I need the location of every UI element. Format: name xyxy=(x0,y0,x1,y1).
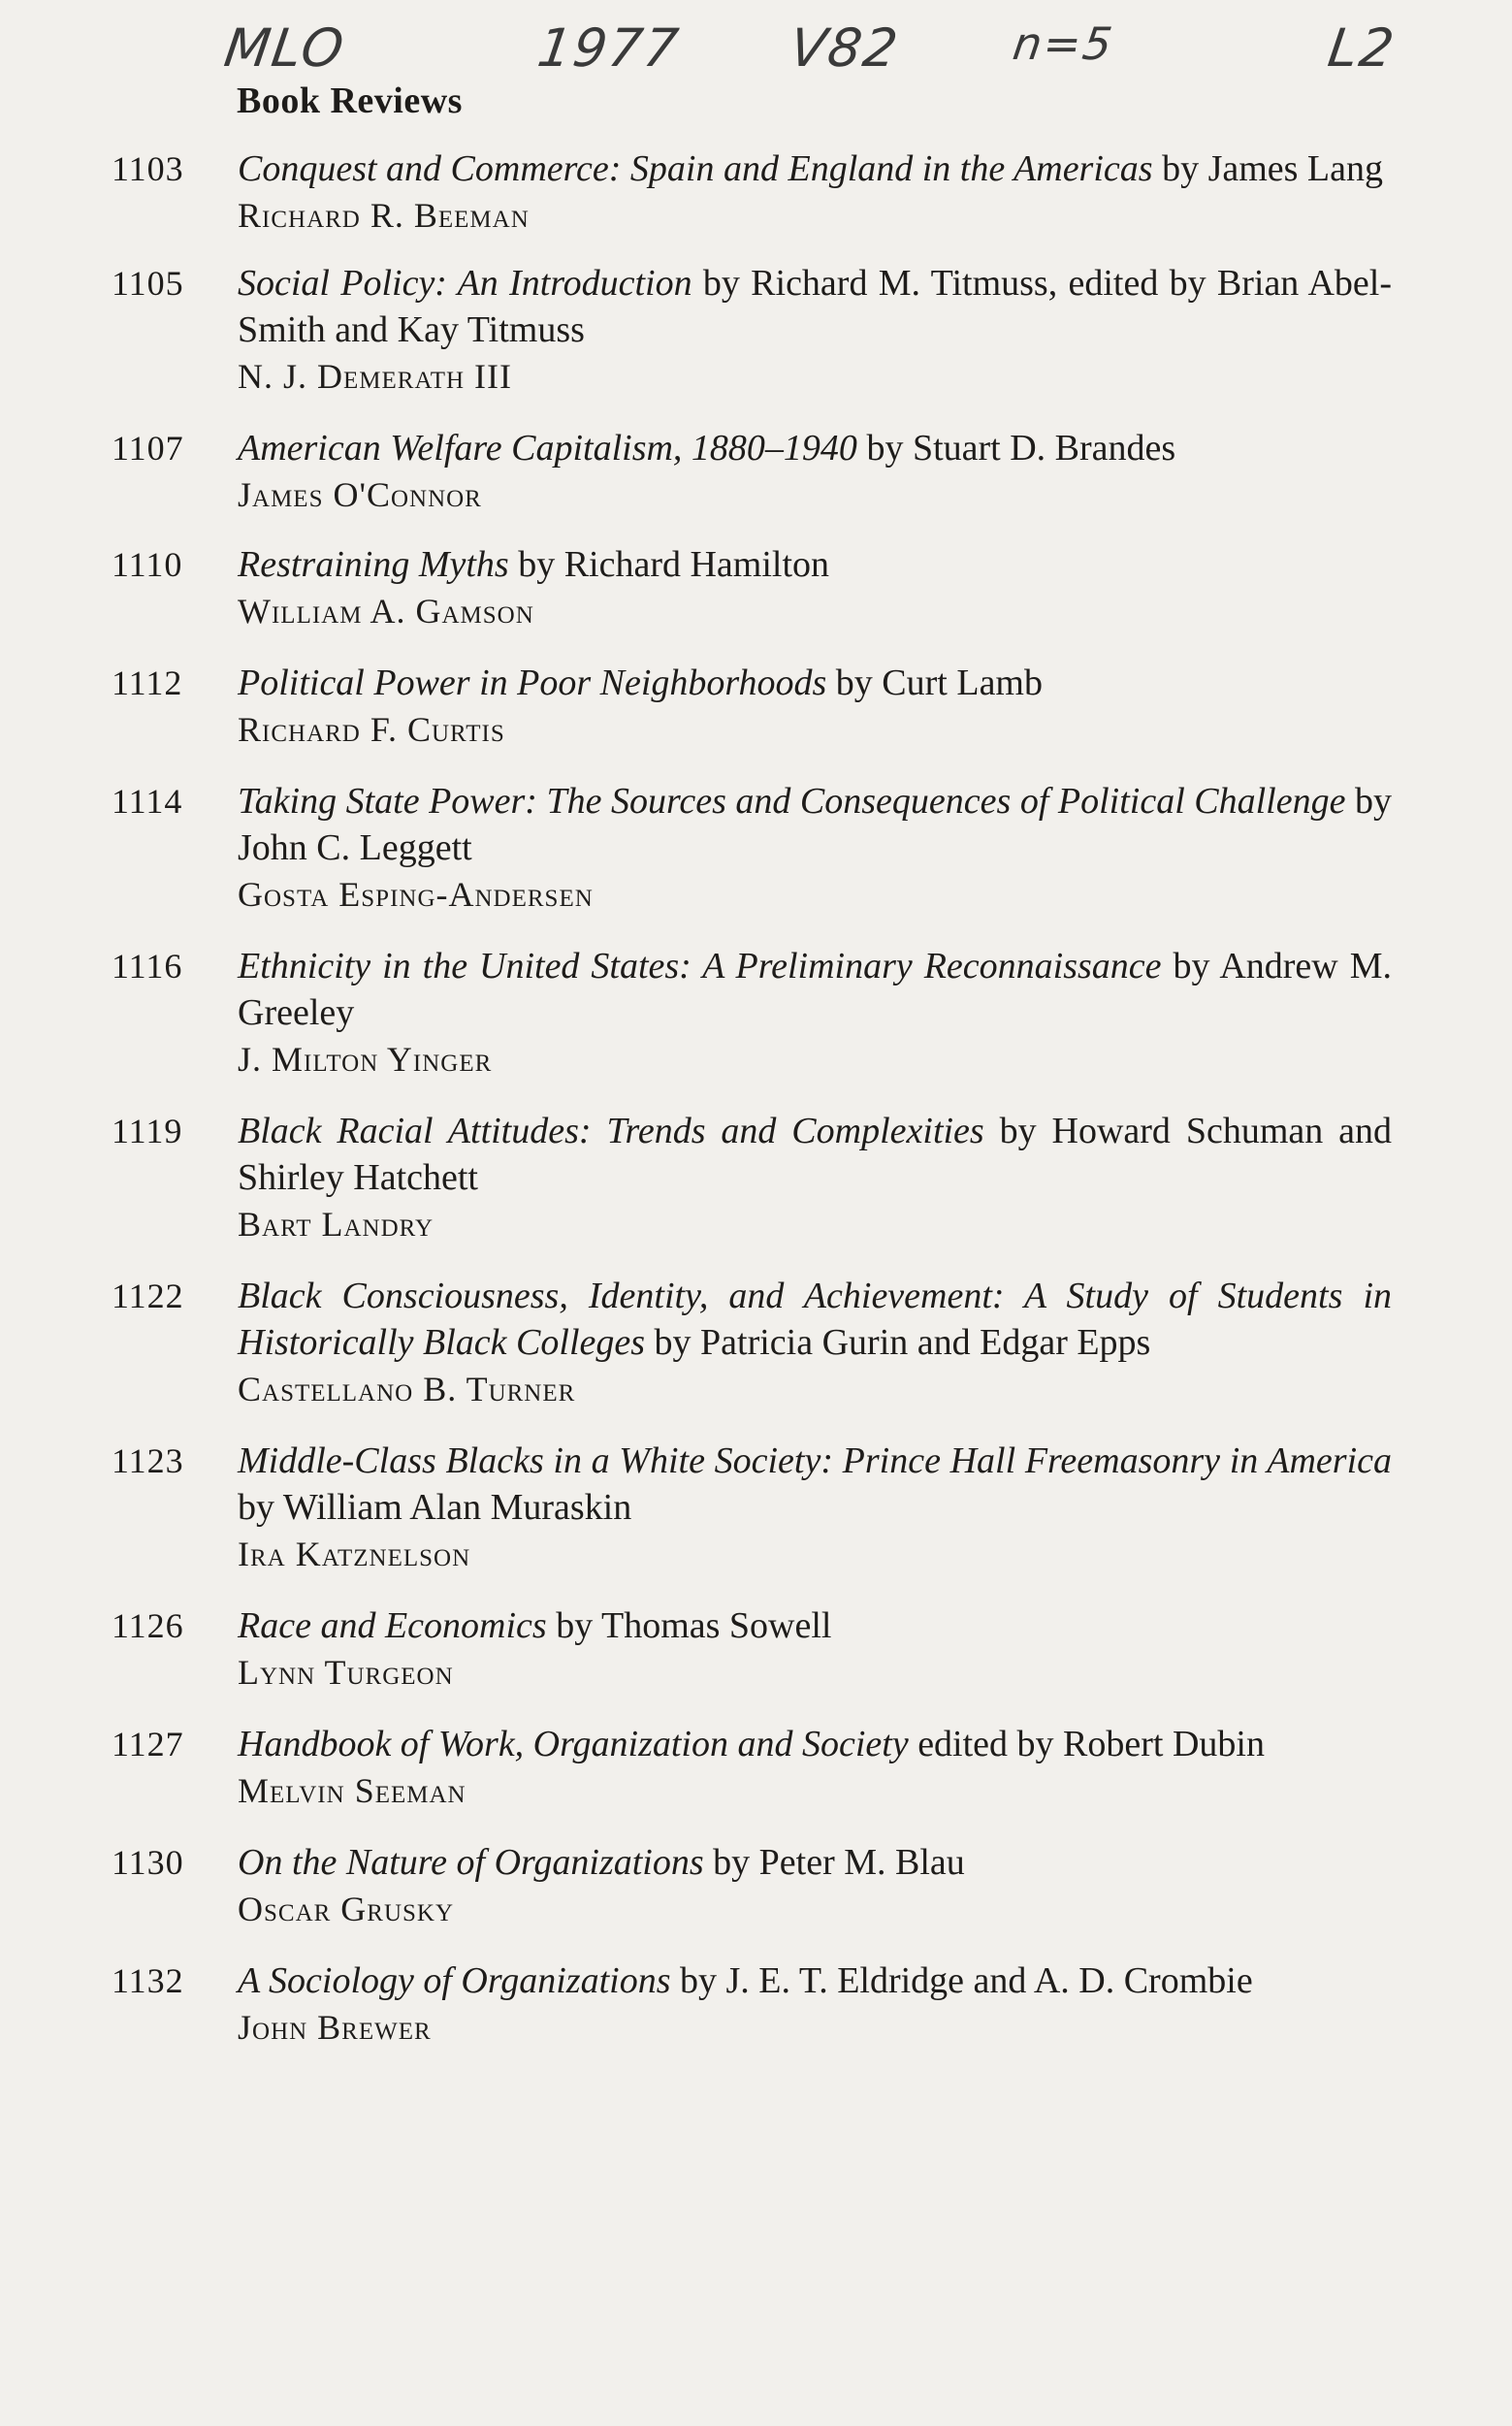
book-title: Political Power in Poor Neighborhoods xyxy=(238,663,827,703)
handwritten-call-number xyxy=(0,17,1512,85)
reviewer-name: Richard R. Beeman xyxy=(238,196,530,235)
book-byline: by William Alan Muraskin xyxy=(238,1487,632,1528)
handwritten-issue: n=5 xyxy=(1010,17,1117,70)
entry-page-number: 1122 xyxy=(112,1277,184,1315)
review-list xyxy=(112,146,1392,2051)
review-entry xyxy=(112,1957,1392,2051)
book-byline: by J. E. T. Eldridge and A. D. Crombie xyxy=(680,1960,1253,2001)
review-entry xyxy=(112,541,1392,634)
reviewer-name: J. Milton Yinger xyxy=(238,1040,493,1079)
reviewer-name: Bart Landry xyxy=(238,1205,434,1244)
entry-page-number: 1130 xyxy=(112,1843,184,1882)
book-byline: by Howard Schuman and Shirley Hatchett xyxy=(238,1111,1393,1198)
review-entry xyxy=(112,146,1392,239)
reviewer-name: Melvin Seeman xyxy=(238,1771,466,1810)
entry-page-number: 1119 xyxy=(112,1112,183,1150)
book-byline: by Richard M. Titmuss, edited by Brian Abel-Smith and Kay Titmuss xyxy=(238,263,1393,350)
entry-page-number: 1126 xyxy=(112,1606,184,1645)
book-byline: edited by Robert Dubin xyxy=(917,1724,1265,1764)
reviewer-name: William A. Gamson xyxy=(238,592,534,631)
entry-page-number: 1114 xyxy=(112,782,183,821)
book-title: Race and Economics xyxy=(238,1605,547,1646)
book-title: Conquest and Commerce: Spain and England in the Americas xyxy=(238,148,1153,189)
reviewer-name: Oscar Grusky xyxy=(238,1890,455,1928)
review-entry xyxy=(112,1108,1392,1247)
review-entry xyxy=(112,660,1392,753)
review-entry xyxy=(112,1438,1392,1577)
reviewer-name: Castellano B. Turner xyxy=(238,1370,576,1408)
reviewer-name: Gosta Esping-Andersen xyxy=(238,875,594,914)
entry-page-number: 1127 xyxy=(112,1725,184,1763)
entry-page-number: 1105 xyxy=(112,264,184,303)
review-entry xyxy=(112,1273,1392,1412)
book-title: Handbook of Work, Organization and Society xyxy=(238,1724,909,1764)
handwritten-mark: MLO xyxy=(220,17,349,79)
handwritten-year: 1977 xyxy=(533,17,684,79)
book-byline: by James Lang xyxy=(1162,148,1384,189)
reviewer-name: John Brewer xyxy=(238,2008,432,2047)
entry-page-number: 1112 xyxy=(112,663,183,702)
entry-page-number: 1123 xyxy=(112,1441,184,1480)
entry-page-number: 1107 xyxy=(112,429,184,468)
book-title: Restraining Myths xyxy=(238,544,509,585)
book-title: Ethnicity in the United States: A Preliminary Reconnaissance xyxy=(238,946,1162,987)
review-entry xyxy=(112,1839,1392,1932)
entry-page-number: 1110 xyxy=(112,545,183,584)
entry-page-number: 1132 xyxy=(112,1961,184,2000)
reviewer-name: Ira Katznelson xyxy=(238,1535,471,1573)
book-byline: by Stuart D. Brandes xyxy=(866,428,1176,469)
reviewer-name: Richard F. Curtis xyxy=(238,710,505,749)
review-entry xyxy=(112,943,1392,1083)
entry-page-number: 1103 xyxy=(112,149,184,188)
book-byline: by John C. Leggett xyxy=(238,781,1393,868)
book-title: Black Consciousness, Identity, and Achievement: A Study of Students in Historically Black Colleges xyxy=(238,1276,1392,1363)
review-entry xyxy=(112,425,1392,518)
book-byline: by Andrew M. Greeley xyxy=(238,946,1392,1033)
reviewer-name: James O'Connor xyxy=(238,475,482,514)
book-title: On the Nature of Organizations xyxy=(238,1842,704,1883)
review-entry xyxy=(112,1602,1392,1696)
book-byline: by Peter M. Blau xyxy=(713,1842,965,1883)
entry-page-number: 1116 xyxy=(112,947,183,986)
review-entry xyxy=(112,1721,1392,1814)
section-title: Book Reviews xyxy=(237,81,463,121)
book-byline: by Thomas Sowell xyxy=(556,1605,832,1646)
handwritten-volume: V82 xyxy=(786,17,904,79)
review-entry xyxy=(112,260,1392,400)
reviewer-name: N. J. Demerath III xyxy=(238,357,513,396)
book-byline: by Richard Hamilton xyxy=(518,544,830,585)
book-title: American Welfare Capitalism, 1880–1940 xyxy=(238,428,857,469)
review-entry xyxy=(112,778,1392,918)
book-title: Middle-Class Blacks in a White Society: Prince Hall Freemasonry in America xyxy=(238,1440,1392,1481)
book-title: Social Policy: An Introduction xyxy=(238,263,692,304)
book-byline: by Patricia Gurin and Edgar Epps xyxy=(654,1322,1151,1363)
book-title: Taking State Power: The Sources and Consequences of Political Challenge xyxy=(238,781,1346,822)
book-title: A Sociology of Organizations xyxy=(238,1960,671,2001)
reviewer-name: Lynn Turgeon xyxy=(238,1653,454,1692)
handwritten-location: L2 xyxy=(1324,17,1399,79)
book-byline: by Curt Lamb xyxy=(835,663,1043,703)
book-title: Black Racial Attitudes: Trends and Complexities xyxy=(238,1111,984,1151)
